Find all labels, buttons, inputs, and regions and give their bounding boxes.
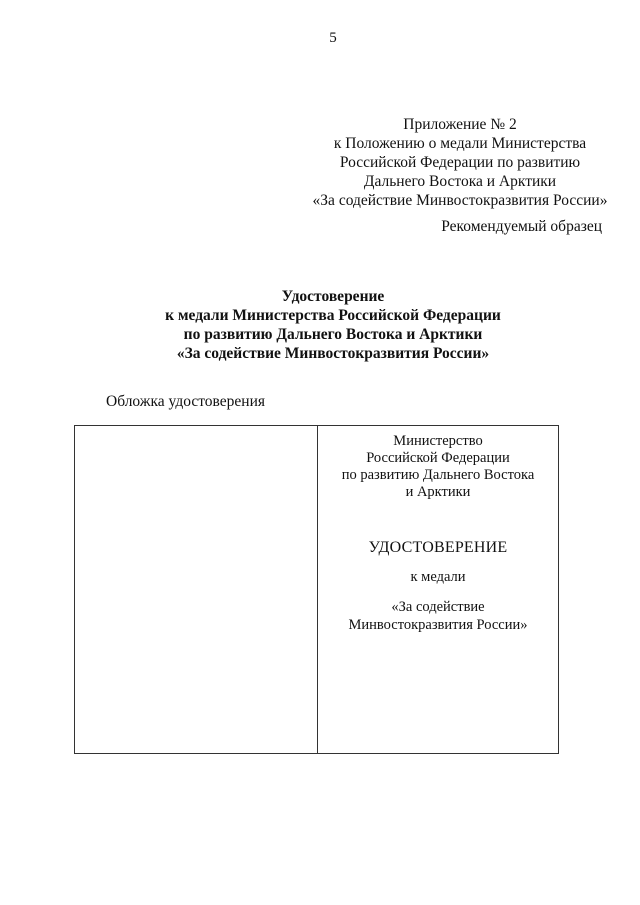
ministry-name (318, 433, 558, 501)
medal-name (318, 598, 558, 634)
certificate-word: УДОСТОВЕРЕНИЕ (368, 539, 508, 556)
title-line: к медали Министерства Российской Федерации (165, 307, 501, 324)
certificate-cover (74, 425, 559, 754)
appendix-header (300, 115, 620, 210)
sample-label: Рекомендуемый образец (441, 218, 602, 235)
title-line: по развитию Дальнего Востока и Арктики (183, 326, 483, 343)
ministry-line: Министерство (393, 433, 483, 449)
ministry-line: Российской Федерации (366, 450, 510, 466)
page-number: 5 (329, 30, 337, 46)
appendix-line: Российской Федерации по развитию (339, 154, 581, 171)
cover-label: Обложка удостоверения (106, 393, 266, 410)
ministry-line: по развитию Дальнего Востока (341, 467, 535, 483)
medal-name-line: Минвостокразвития России» (348, 617, 528, 633)
document-title (150, 287, 516, 363)
title-line: «За содействие Минвостокразвития России» (176, 345, 490, 362)
ministry-line: и Арктики (405, 484, 471, 500)
appendix-line: к Положению о медали Министерства (333, 135, 587, 152)
appendix-line: «За содействие Минвостокразвития России» (312, 192, 608, 209)
cover-left-panel (75, 426, 318, 753)
to-medal-text: к медали (410, 569, 466, 585)
title-line: Удостоверение (281, 288, 385, 305)
cover-right-panel (318, 426, 558, 753)
appendix-line: Приложение № 2 (403, 116, 517, 133)
medal-name-line: «За содействие (391, 599, 485, 615)
appendix-line: Дальнего Востока и Арктики (363, 173, 557, 190)
